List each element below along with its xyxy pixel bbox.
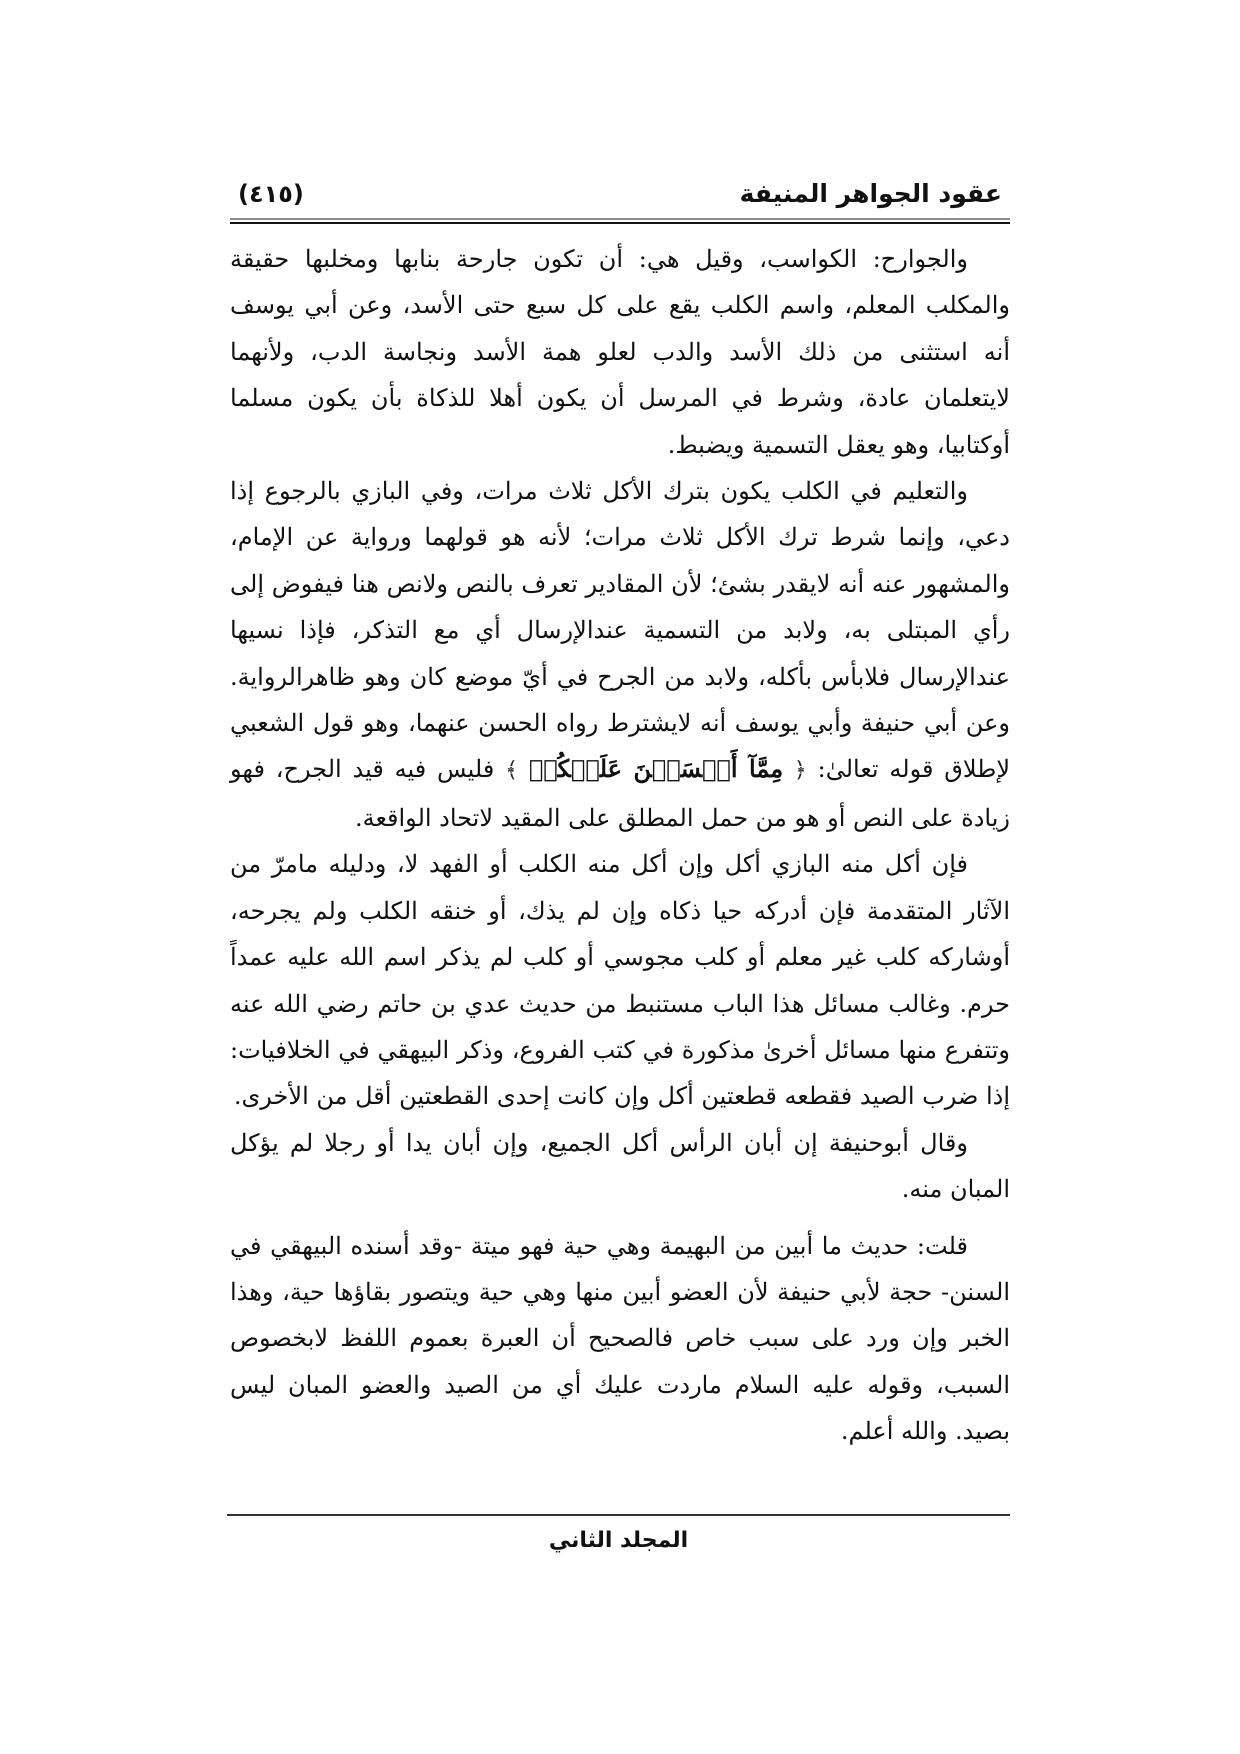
page-number: (٤١٥) (238, 180, 304, 208)
paragraph-3: فإن أكل منه البازي أكل وإن أكل منه الكلب أو الفهد لا، ودليله مامرّ من الآثار المتقدمة فإن أدركه حيا ذكاه وإن لم يذك، أو خنقه الكلب ولم يجرحه، أوشاركه كلب غير معلم أو كلب مجوسي أو كلب لم يذكر اسم الله عليه عمداً حرم. وغالب مسائل هذا الباب مستنبط من حديث عدي بن حاتم رضي الله عنه وتتفرع منها مسائل أخرىٰ مذكورة في كتب الفروع، وذكر البيهقي في الخلافيات: إذا ضرب الصيد فقطعه قطعتين أكل وإن كانت إحدى القطعتين أقل من الأخرى. (230, 850, 1010, 1111)
verse-open-bracket-icon: ﴿ (793, 758, 807, 784)
paragraph-2 (230, 468, 1010, 841)
header-double-rule (230, 218, 1010, 224)
footer-rule (227, 1514, 1010, 1516)
paragraph-2-text: والتعليم في الكلب يكون بترك الأكل ثلاث مرات، وفي البازي بالرجوع إذا دعي، وإنما شرط ترك الأكل ثلاث مرات؛ لأنه هو قولهما ورواية عن الإمام، والمشهور عنه أنه لايقدر بشئ؛ لأن المقادير تعرف بالنص ولانص هنا فيفوض إلى رأي المبتلى به، ولابد من التسمية عندالإرسال أي مع التذكر، فإذا نسيها عندالإرسال فلابأس بأكله، ولابد من الجرح في أيّ موضع كان وهو ظاهرالرواية. وعن أبي حنيفة وأبي يوسف أنه لايشترط رواه الحسن عنهما، وهو قول الشعبي لإطلاق قوله تعالىٰ: (230, 477, 1011, 784)
page (230, 150, 1010, 1455)
paragraph-4: وقال أبوحنيفة إن أبان الرأس أكل الجميع، وإن أبان يدا أو رجلا لم يؤكل المبان منه. (230, 1128, 1010, 1204)
body-text (230, 236, 1010, 1455)
paragraph-5: قلت: حديث ما أبين من البهيمة وهي حية فهو ميتة -وقد أسنده البيهقي في السنن- حجة لأبي حنيفة لأن العضو أبين منها وهي حية ويتصور بقاؤها حية، وهذا الخبر وإن ورد على سبب خاص فالصحيح أن العبرة بعموم اللفظ لابخصوص السبب، وقوله عليه السلام ماردت عليك أي من الصيد والعضو المبان ليس بصيد. والله أعلم. (230, 1231, 1010, 1446)
paragraph-1: والجوارح: الكواسب، وقيل هي: أن تكون جارحة بنابها ومخلبها حقيقة والمكلب المعلم، واسم الكلب يقع على كل سبع حتى الأسد، وعن أبي يوسف أنه استثنى من ذلك الأسد والدب لعلو همة الأسد ونجاسة الدب، ولأنهما لايتعلمان عادة، وشرط في المرسل أن يكون أهلا للذكاة بأن يكون مسلما أوكتابيا، وهو يعقل التسمية ويضبط. (230, 245, 1011, 459)
verse-close-bracket-icon: ﴾ (505, 758, 519, 784)
paragraph-2-continuation: فليس فيه قيد الجرح، فهو زيادة على النص أو هو من حمل المطلق على المقيد لاتحاد الواقعة. (230, 755, 1010, 832)
running-header (230, 150, 1010, 208)
quran-verse: مِمَّآ أَمۡسَكۡنَ عَلَيۡكُمۡ (528, 754, 784, 784)
volume-label: المجلد الثاني (548, 1528, 689, 1553)
book-title: عقود الجواهر المنيفة (739, 179, 1002, 208)
